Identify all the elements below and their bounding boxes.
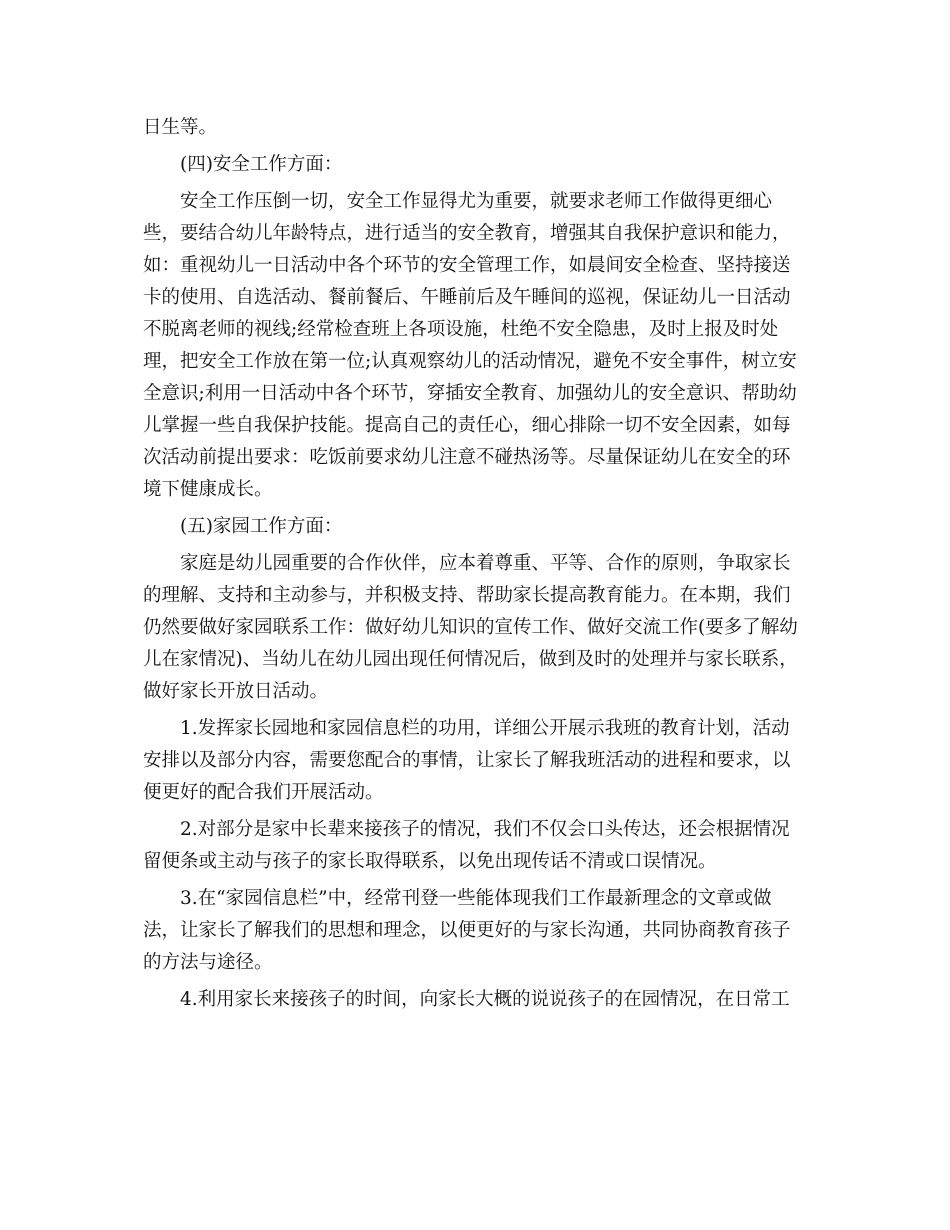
text-line: 的方法与途径。 bbox=[143, 952, 273, 973]
text-line: 卡的使用、自选活动、餐前餐后、午睡前后及午睡间的巡视，保证幼儿一日活动 bbox=[143, 287, 791, 308]
section-heading bbox=[143, 511, 811, 543]
paragraph bbox=[143, 548, 811, 708]
section-heading bbox=[143, 149, 811, 181]
text-line: 家庭是幼儿园重要的合作伙伴，应本着尊重、平等、合作的原则，争取家长 bbox=[180, 553, 791, 574]
text-line: 儿掌握一些自我保护技能。提高自己的责任心，细心排除一切不安全因素，如每 bbox=[143, 415, 791, 436]
text-line: 理，把安全工作放在第一位;认真观察幼儿的活动情况，避免不安全事件，树立安 bbox=[143, 351, 797, 372]
text-line: 做好家长开放日活动。 bbox=[143, 681, 329, 702]
text-line: 的理解、支持和主动参与，并积极支持、帮助家长提高教育能力。在本期，我们 bbox=[143, 585, 791, 606]
text-line: 些，要结合幼儿年龄特点，进行适当的安全教育，增强其自我保护意识和能力， bbox=[143, 223, 791, 244]
text-line: 不脱离老师的视线;经常检查班上各项设施，杜绝不安全隐患，及时上报及时处 bbox=[143, 319, 779, 340]
text-line: 儿在家情况)、当幼儿在幼儿园出现任何情况后，做到及时的处理并与家长联系， bbox=[143, 649, 798, 670]
list-item bbox=[143, 984, 811, 1016]
paragraph bbox=[143, 112, 811, 144]
list-item bbox=[143, 883, 811, 979]
list-item bbox=[143, 713, 811, 809]
document-page bbox=[143, 112, 811, 1016]
text-line: 如：重视幼儿一日活动中各个环节的安全管理工作，如晨间安全检查、坚持接送 bbox=[143, 255, 791, 276]
text-line: 3.在“家园信息栏”中，经常刊登一些能体现我们工作最新理念的文章或做 bbox=[180, 888, 772, 909]
text-line: 全意识;利用一日活动中各个环节，穿插安全教育、加强幼儿的安全意识、帮助幼 bbox=[143, 383, 797, 404]
text-line: 次活动前提出要求：吃饭前要求幼儿注意不碰热汤等。尽量保证幼儿在安全的环 bbox=[143, 447, 791, 468]
text-line: 便更好的配合我们开展活动。 bbox=[143, 782, 384, 803]
text-line: 2.对部分是家中长辈来接孩子的情况，我们不仅会口头传达，还会根据情况 bbox=[180, 819, 790, 840]
text-line: 法，让家长了解我们的思想和理念，以便更好的与家长沟通，共同协商教育孩子 bbox=[143, 920, 791, 941]
text-line: 日生等。 bbox=[143, 117, 218, 138]
paragraph bbox=[143, 186, 811, 506]
text-line: (五)家园工作方面： bbox=[180, 516, 343, 537]
text-line: 4.利用家长来接孩子的时间，向家长大概的说说孩子的在园情况，在日常工 bbox=[180, 989, 790, 1010]
text-line: 1.发挥家长园地和家园信息栏的功用，详细公开展示我班的教育计划，活动 bbox=[180, 718, 790, 739]
text-line: 留便条或主动与孩子的家长取得联系，以免出现传话不清或口误情况。 bbox=[143, 851, 717, 872]
text-line: 境下健康成长。 bbox=[143, 479, 273, 500]
text-line: 安排以及部分内容，需要您配合的事情，让家长了解我班活动的进程和要求，以 bbox=[143, 750, 791, 771]
text-line: (四)安全工作方面： bbox=[180, 154, 343, 175]
text-line: 仍然要做好家园联系工作：做好幼儿知识的宣传工作、做好交流工作(要多了解幼 bbox=[143, 617, 798, 638]
text-line: 安全工作压倒一切，安全工作显得尤为重要，就要求老师工作做得更细心 bbox=[180, 191, 773, 212]
list-item bbox=[143, 814, 811, 878]
